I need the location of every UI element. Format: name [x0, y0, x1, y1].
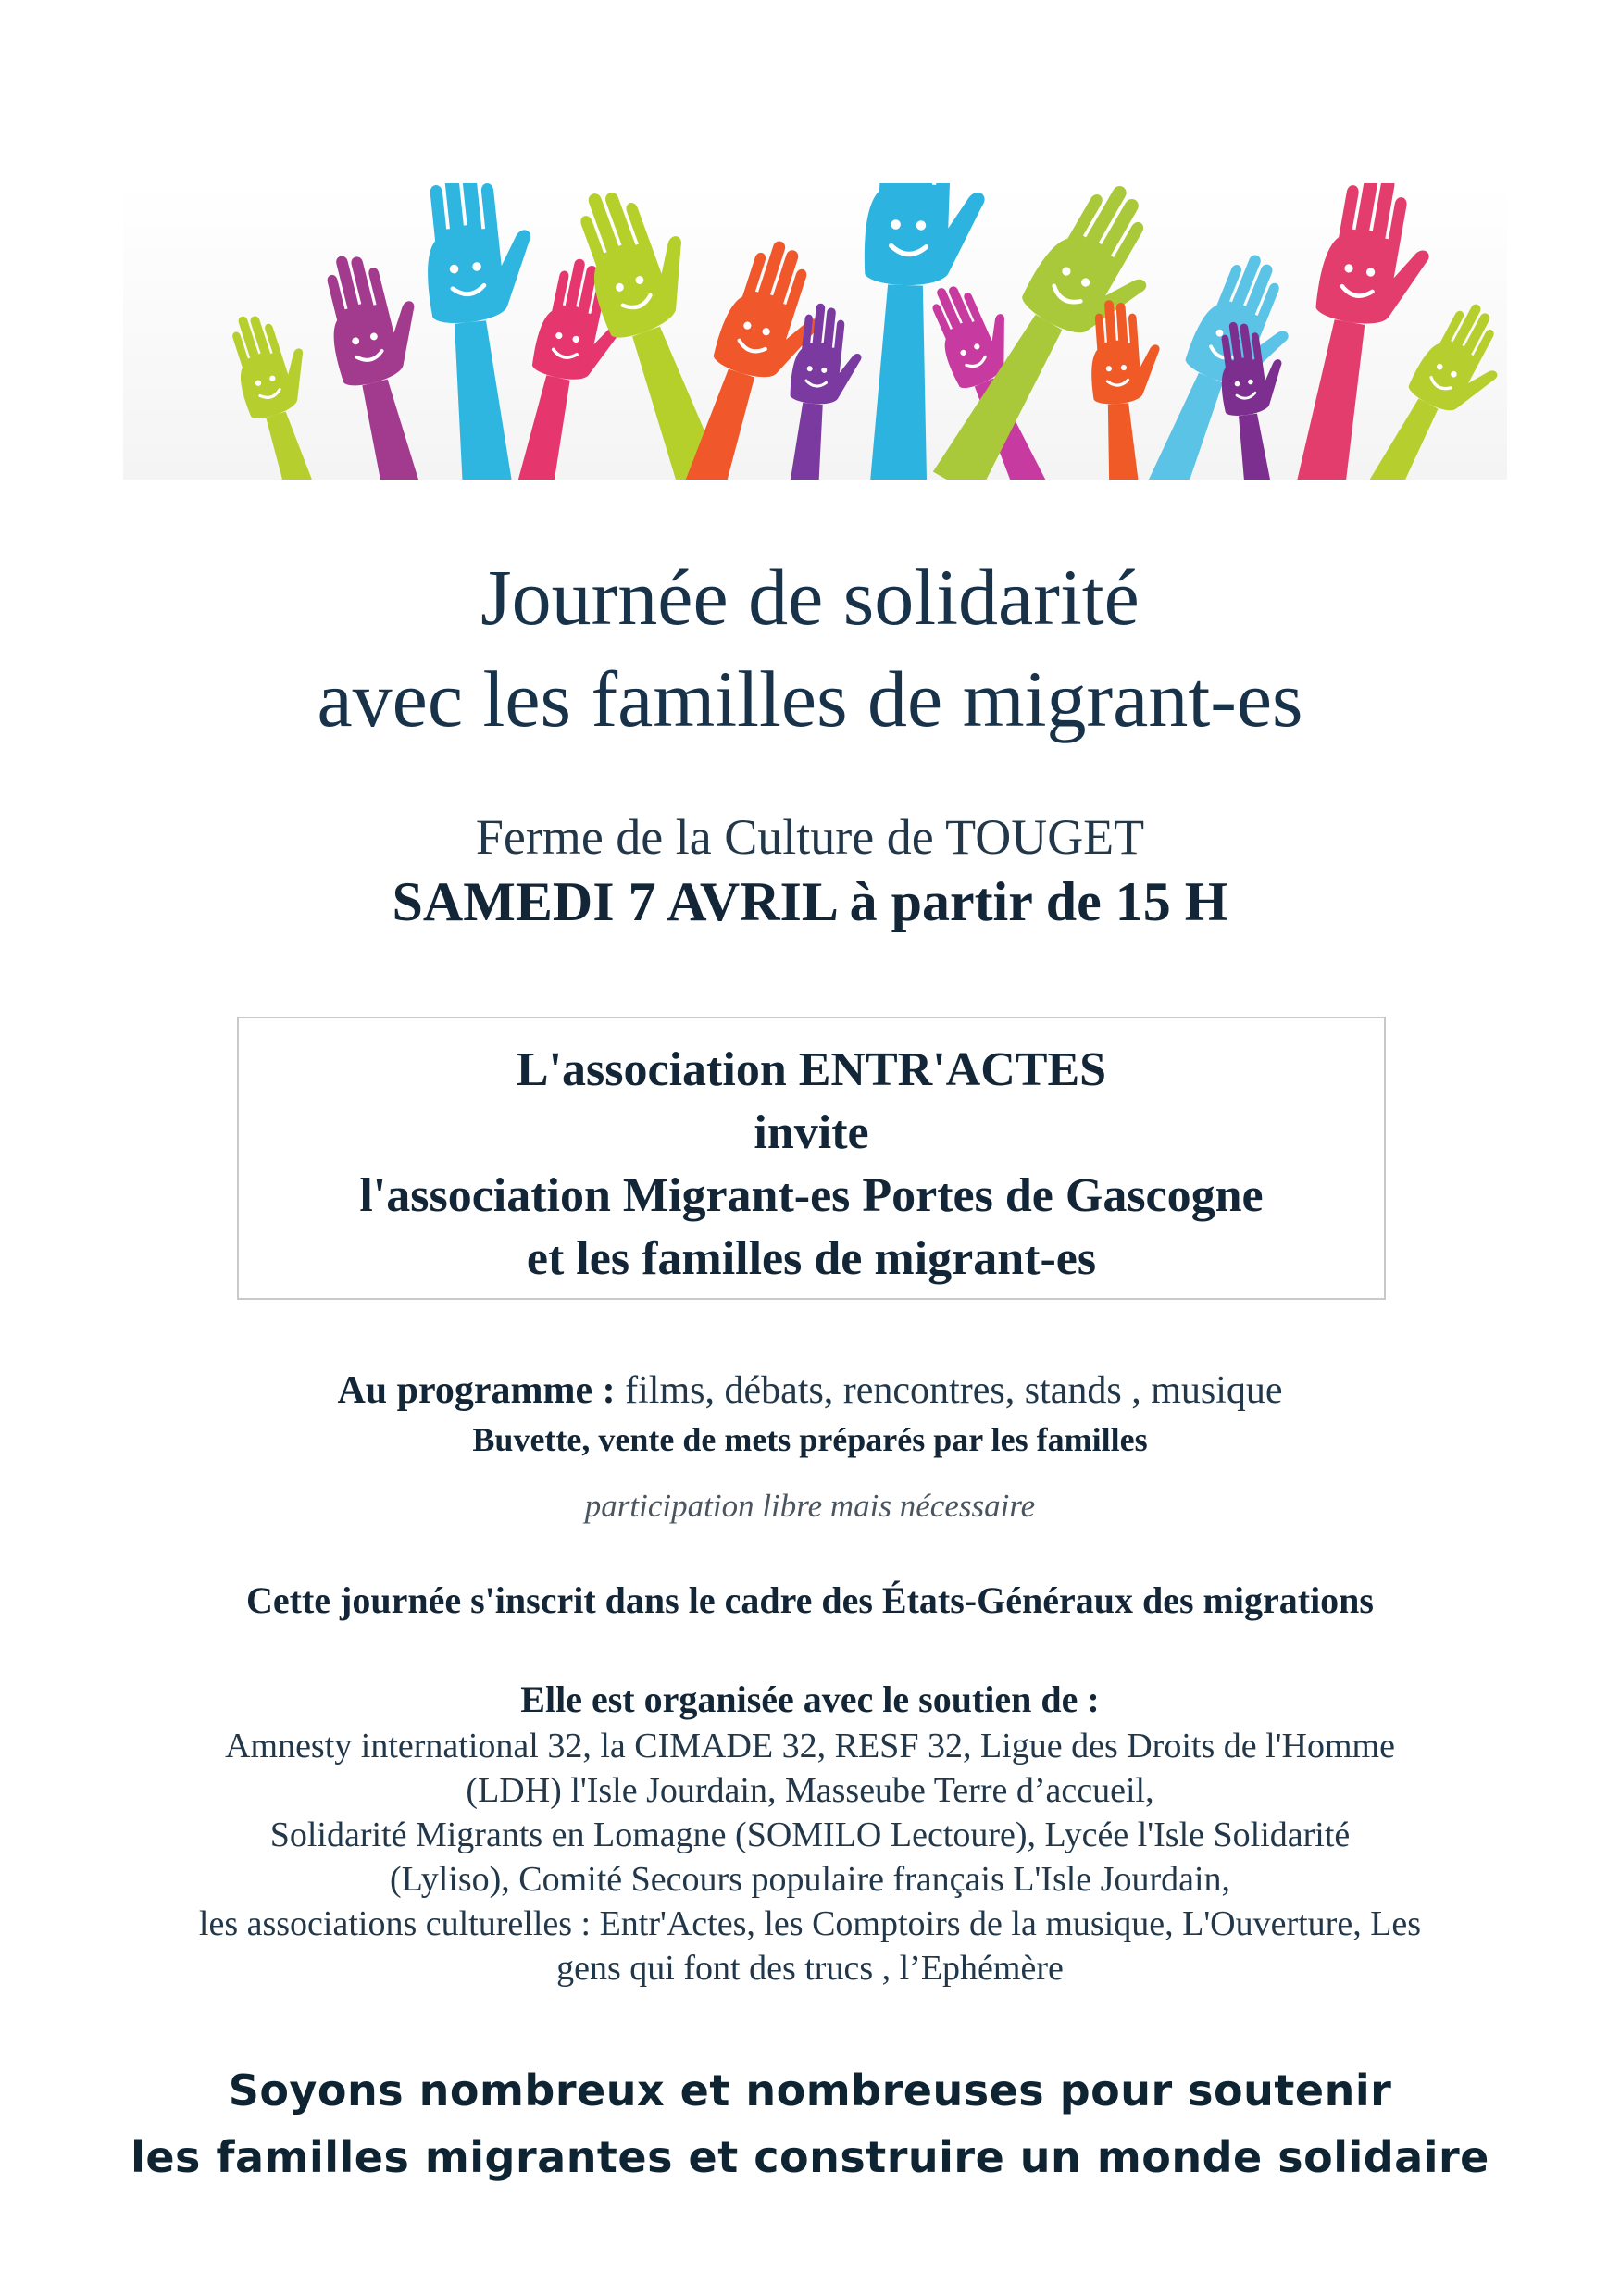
closing-message — [0, 2057, 1620, 2190]
page-title — [0, 546, 1620, 750]
support-line: Amnesty international 32, la CIMADE 32, RESF 32, Ligue des Droits de l'Homme — [225, 1727, 1395, 1766]
participation-note: participation libre mais nécessaire — [584, 1488, 1036, 1524]
invitation-line-1: L'association ENTR'ACTES — [516, 1043, 1107, 1096]
closing-line-2: les familles migrantes et construire un monde solidaire — [131, 2132, 1489, 2182]
support-line: Solidarité Migrants en Lomagne (SOMILO Lectoure), Lycée l'Isle Solidarité — [269, 1816, 1351, 1854]
programme-line — [0, 1365, 1620, 1416]
title-line-1: Journée de solidarité — [480, 553, 1140, 642]
support-line: les associations culturelles : Entr'Actes, les Comptoirs de la musique, L'Ouverture, Les — [198, 1904, 1422, 1943]
buvette-line: Buvette, vente de mets préparés par les familles — [472, 1421, 1148, 1458]
closing-line-1: Soyons nombreux et nombreuses pour soutenir — [228, 2065, 1392, 2115]
title-line-2: avec les familles de migrant-es — [317, 655, 1303, 743]
programme-items: films, débats, rencontres, stands , musique — [615, 1369, 1283, 1412]
hands-banner-image — [123, 183, 1507, 480]
invitation-line-2: invite — [754, 1106, 869, 1159]
hand-icon — [1086, 297, 1172, 480]
support-title: Elle est organisée avec le soutien de : — [520, 1678, 1100, 1720]
support-line: (Lyliso), Comité Secours populaire français L'Isle Jourdain, — [389, 1860, 1231, 1899]
support-line: (LDH) l'Isle Jourdain, Masseube Terre d’accueil, — [466, 1771, 1154, 1810]
programme-label: Au programme : — [337, 1369, 616, 1412]
raised-hands-illustration — [123, 183, 1507, 480]
hand-icon — [1213, 317, 1304, 480]
invitation-box — [237, 1017, 1386, 1300]
event-date: SAMEDI 7 AVRIL à partir de 15 H — [392, 871, 1228, 932]
event-venue: Ferme de la Culture de TOUGET — [475, 809, 1145, 865]
support-line: gens qui font des trucs , l’Ephémère — [556, 1949, 1064, 1988]
support-list — [0, 1724, 1620, 1990]
invitation-line-3: l'association Migrant-es Portes de Gascogne — [359, 1169, 1264, 1222]
invitation-line-4: et les familles de migrant-es — [526, 1232, 1097, 1285]
cadre-statement: Cette journée s'inscrit dans le cadre des États-Généraux des migrations — [245, 1579, 1374, 1621]
